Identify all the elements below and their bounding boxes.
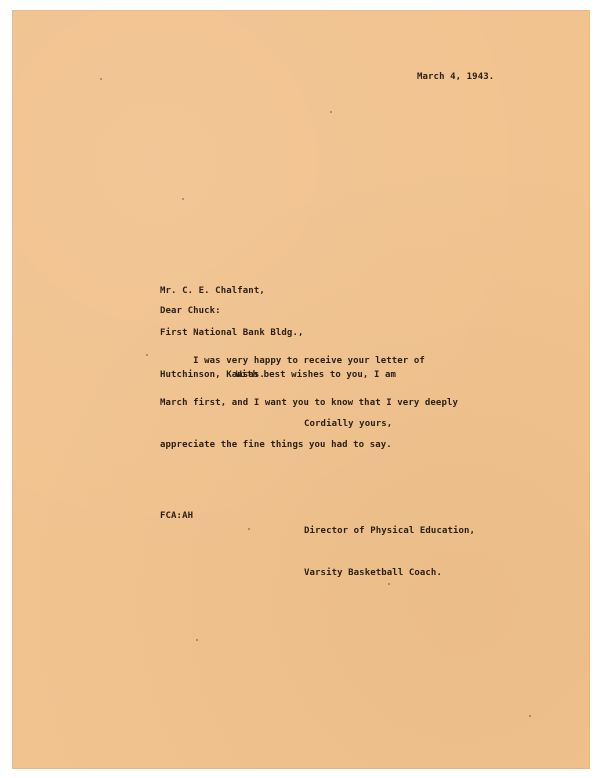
sender-title — [304, 496, 475, 608]
paper-speck — [330, 111, 332, 113]
body-line: appreciate the fine things you had to say. — [160, 440, 392, 450]
paper-speck — [196, 639, 198, 641]
paper-speck — [248, 528, 250, 530]
typist-initials: FCA:AH — [160, 511, 194, 521]
closing-line: With best wishes to you, I am — [236, 370, 397, 380]
paper-speck — [388, 583, 390, 585]
address-line: Mr. C. E. Chalfant, — [160, 286, 265, 296]
salutation: Dear Chuck: — [160, 306, 221, 316]
letter-date: March 4, 1943. — [417, 72, 495, 82]
address-line: Hutchinson, Kansas. — [160, 370, 265, 380]
signoff: Cordially yours, — [304, 419, 393, 429]
paper-speck — [529, 715, 531, 717]
address-line: First National Bank Bldg., — [160, 328, 304, 338]
body-line: I was very happy to receive your letter of — [160, 356, 425, 366]
paper-speck — [100, 78, 102, 80]
paper-speck — [182, 198, 184, 200]
paper-speck — [146, 354, 148, 356]
letter-body — [160, 326, 458, 480]
title-line: Director of Physical Education, — [304, 526, 476, 536]
title-line: Varsity Basketball Coach. — [304, 568, 442, 578]
body-line: March first, and I want you to know that I very deeply — [160, 398, 458, 408]
letter-page — [12, 10, 590, 769]
